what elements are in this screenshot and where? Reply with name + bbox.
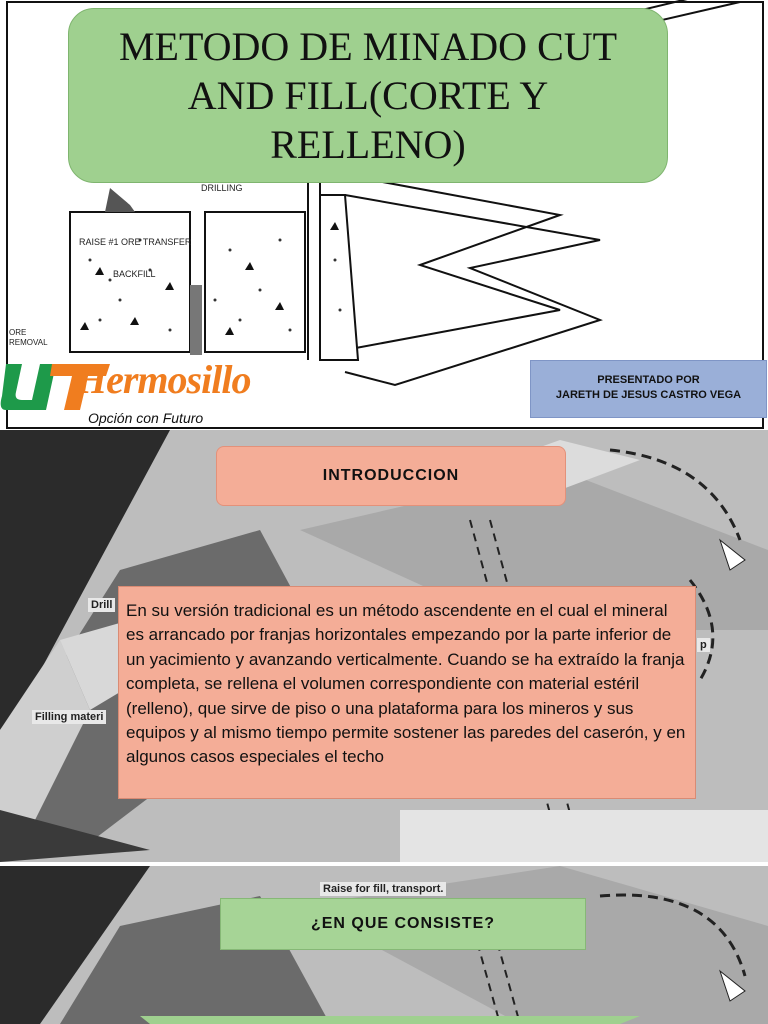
- presenter-label: PRESENTADO POR: [597, 374, 700, 386]
- drill-label: Drill: [88, 598, 115, 612]
- logo-name: Hermosillo: [76, 357, 251, 402]
- backfill-label: BACKFILL: [113, 269, 156, 279]
- intro-body-text: En su versión tradicional es un método ascendente en el cual el mineral es arrancado por franjas horizontales empezando por la parte inferior de un yacimiento y avanzando verticalmente. Cuando se ha extraído la franja completa, se rellena el volumen correspondiente con material estéril (relleno), que sirve de piso o una plataforma para los mineros y sus equipos y al mismo tiempo permite sostener las paredes del caserón, y en algunos casos especiales el techo: [126, 601, 686, 767]
- title-box: [68, 8, 668, 183]
- ut-hermosillo-logo: [0, 352, 251, 430]
- filling-material-label: Filling materi: [32, 710, 106, 724]
- raise-label: Raise for fill, transport.: [320, 882, 446, 896]
- removal-label: REMOVAL: [9, 338, 48, 347]
- consiste-heading-box: [220, 898, 586, 950]
- presentation-title: METODO DE MINADO CUT AND FILL(CORTE Y RELLENO): [118, 24, 618, 167]
- drilling-label: DRILLING: [201, 183, 243, 193]
- ore-label: ORE: [9, 328, 27, 337]
- intro-heading-box: [216, 446, 566, 506]
- intro-body-box: [118, 586, 696, 799]
- consiste-heading: ¿EN QUE CONSISTE?: [310, 915, 496, 932]
- logo-tagline: Opción con Futuro: [88, 410, 204, 426]
- slide-2: [0, 430, 768, 862]
- presenter-name: JARETH DE JESUS CASTRO VEGA: [555, 389, 742, 401]
- slide-3: [0, 866, 768, 1024]
- slide-1: [0, 0, 768, 430]
- presenter-box: [530, 360, 767, 418]
- raise-transfer-label: RAISE #1 ORE TRANSFER: [79, 237, 192, 247]
- intro-heading: INTRODUCCION: [322, 467, 460, 484]
- side-label: p: [697, 638, 710, 652]
